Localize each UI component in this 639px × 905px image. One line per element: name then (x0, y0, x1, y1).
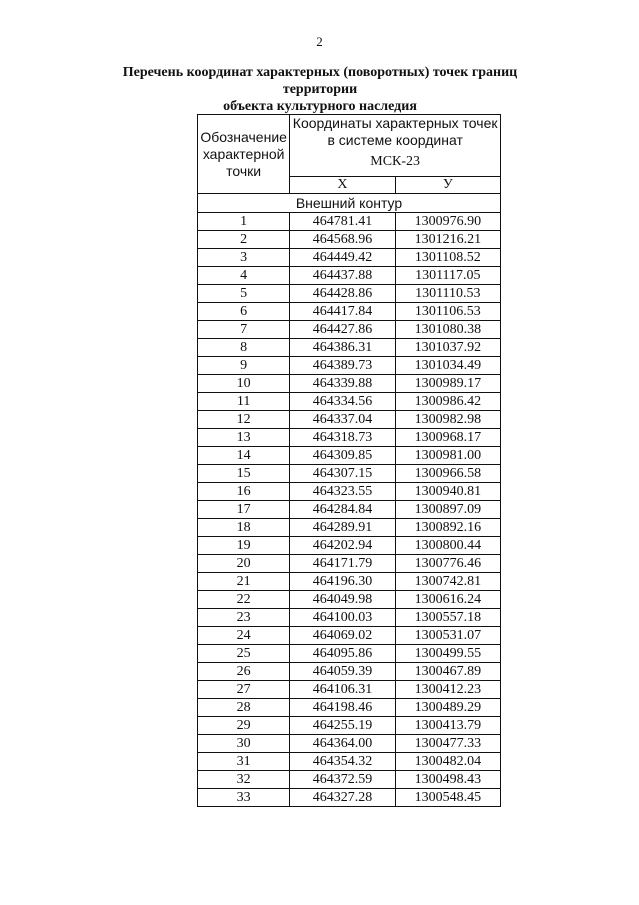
x-coordinate-cell: 464059.39 (290, 663, 395, 681)
y-coordinate-cell: 1300800.44 (395, 537, 500, 555)
x-coordinate-cell: 464337.04 (290, 411, 395, 429)
table-row (198, 411, 501, 429)
table-row (198, 663, 501, 681)
y-coordinate-cell: 1300892.16 (395, 519, 500, 537)
y-coordinate-cell: 1300467.89 (395, 663, 500, 681)
point-number-cell: 6 (198, 303, 290, 321)
x-coordinate-cell: 464289.91 (290, 519, 395, 537)
point-number-cell: 18 (198, 519, 290, 537)
y-coordinate-cell: 1300489.29 (395, 699, 500, 717)
point-number-cell: 25 (198, 645, 290, 663)
table-row (198, 789, 501, 807)
point-number-cell: 1 (198, 213, 290, 231)
x-coordinate-cell: 464417.84 (290, 303, 395, 321)
y-coordinate-cell: 1300897.09 (395, 501, 500, 519)
x-coordinate-cell: 464284.84 (290, 501, 395, 519)
point-number-cell: 10 (198, 375, 290, 393)
x-coordinate-cell: 464339.88 (290, 375, 395, 393)
y-coordinate-cell: 1300498.43 (395, 771, 500, 789)
point-number-cell: 4 (198, 267, 290, 285)
x-coordinate-cell: 464095.86 (290, 645, 395, 663)
table-row (198, 429, 501, 447)
title-line-1: Перечень координат характерных (поворотных) точек границ территории (122, 65, 518, 97)
point-number-cell: 19 (198, 537, 290, 555)
table-row (198, 285, 501, 303)
table-row (198, 231, 501, 249)
point-number-cell: 8 (198, 339, 290, 357)
header-point-designation: Обозначение характерной точки (198, 115, 290, 194)
table-row (198, 591, 501, 609)
y-coordinate-cell: 1300981.00 (395, 447, 500, 465)
table-row (198, 249, 501, 267)
y-coordinate-cell: 1301117.05 (395, 267, 500, 285)
table-row (198, 699, 501, 717)
x-coordinate-cell: 464437.88 (290, 267, 395, 285)
x-coordinate-cell: 464307.15 (290, 465, 395, 483)
table-row (198, 375, 501, 393)
point-number-cell: 26 (198, 663, 290, 681)
y-coordinate-cell: 1300966.58 (395, 465, 500, 483)
table-row (198, 555, 501, 573)
y-coordinate-cell: 1301037.92 (395, 339, 500, 357)
x-coordinate-cell: 464198.46 (290, 699, 395, 717)
point-number-cell: 17 (198, 501, 290, 519)
x-coordinate-cell: 464327.28 (290, 789, 395, 807)
coordinates-table (197, 114, 501, 807)
x-coordinate-cell: 464318.73 (290, 429, 395, 447)
y-coordinate-cell: 1300557.18 (395, 609, 500, 627)
table-row (198, 717, 501, 735)
y-coordinate-cell: 1300989.17 (395, 375, 500, 393)
table-row (198, 357, 501, 375)
x-coordinate-cell: 464781.41 (290, 213, 395, 231)
point-number-cell: 27 (198, 681, 290, 699)
table-row (198, 303, 501, 321)
table-row (198, 483, 501, 501)
x-coordinate-cell: 464428.86 (290, 285, 395, 303)
point-number-cell: 7 (198, 321, 290, 339)
table-row (198, 645, 501, 663)
x-coordinate-cell: 464202.94 (290, 537, 395, 555)
y-coordinate-cell: 1300940.81 (395, 483, 500, 501)
x-coordinate-cell: 464106.31 (290, 681, 395, 699)
point-number-cell: 3 (198, 249, 290, 267)
x-coordinate-cell: 464323.55 (290, 483, 395, 501)
y-coordinate-cell: 1301106.53 (395, 303, 500, 321)
x-coordinate-cell: 464389.73 (290, 357, 395, 375)
y-coordinate-cell: 1300531.07 (395, 627, 500, 645)
x-coordinate-cell: 464069.02 (290, 627, 395, 645)
point-number-cell: 16 (198, 483, 290, 501)
x-coordinate-cell: 464372.59 (290, 771, 395, 789)
point-number-cell: 32 (198, 771, 290, 789)
point-number-cell: 13 (198, 429, 290, 447)
x-coordinate-cell: 464449.42 (290, 249, 395, 267)
table-row (198, 735, 501, 753)
point-number-cell: 5 (198, 285, 290, 303)
y-coordinate-cell: 1301108.52 (395, 249, 500, 267)
y-coordinate-cell: 1301110.53 (395, 285, 500, 303)
point-number-cell: 30 (198, 735, 290, 753)
header-coordinates (290, 115, 501, 177)
x-coordinate-cell: 464364.00 (290, 735, 395, 753)
point-number-cell: 29 (198, 717, 290, 735)
point-number-cell: 23 (198, 609, 290, 627)
table-row (198, 501, 501, 519)
y-coordinate-cell: 1301216.21 (395, 231, 500, 249)
point-number-cell: 14 (198, 447, 290, 465)
document-title (90, 64, 550, 115)
table-row (198, 609, 501, 627)
table-row (198, 681, 501, 699)
point-number-cell: 24 (198, 627, 290, 645)
section-outer-contour: Внешний контур (198, 194, 501, 213)
x-coordinate-cell: 464334.56 (290, 393, 395, 411)
table-row (198, 573, 501, 591)
table-row (198, 267, 501, 285)
y-coordinate-cell: 1300499.55 (395, 645, 500, 663)
header-x: X (290, 177, 395, 194)
point-number-cell: 21 (198, 573, 290, 591)
point-number-cell: 9 (198, 357, 290, 375)
y-coordinate-cell: 1300413.79 (395, 717, 500, 735)
point-number-cell: 31 (198, 753, 290, 771)
point-number-cell: 28 (198, 699, 290, 717)
header-coordinates-label: Координаты характерных точек в системе координат (292, 115, 498, 148)
y-coordinate-cell: 1300616.24 (395, 591, 500, 609)
x-coordinate-cell: 464568.96 (290, 231, 395, 249)
y-coordinate-cell: 1300976.90 (395, 213, 500, 231)
x-coordinate-cell: 464427.86 (290, 321, 395, 339)
table-row (198, 447, 501, 465)
point-number-cell: 15 (198, 465, 290, 483)
table-body (198, 213, 501, 807)
table-row (198, 519, 501, 537)
y-coordinate-cell: 1300986.42 (395, 393, 500, 411)
table-row (198, 537, 501, 555)
page-number: 2 (316, 34, 323, 49)
table-row (198, 771, 501, 789)
table-row (198, 393, 501, 411)
y-coordinate-cell: 1300742.81 (395, 573, 500, 591)
point-number-cell: 20 (198, 555, 290, 573)
point-number-cell: 33 (198, 789, 290, 807)
x-coordinate-cell: 464171.79 (290, 555, 395, 573)
y-coordinate-cell: 1300776.46 (395, 555, 500, 573)
table-row (198, 753, 501, 771)
x-coordinate-cell: 464255.19 (290, 717, 395, 735)
y-coordinate-cell: 1300548.45 (395, 789, 500, 807)
x-coordinate-cell: 464309.85 (290, 447, 395, 465)
table-row (198, 213, 501, 231)
table-row (198, 627, 501, 645)
table-row (198, 465, 501, 483)
title-line-2: объекта культурного наследия (223, 99, 417, 114)
x-coordinate-cell: 464386.31 (290, 339, 395, 357)
point-number-cell: 11 (198, 393, 290, 411)
header-y: У (395, 177, 500, 194)
point-number-cell: 2 (198, 231, 290, 249)
y-coordinate-cell: 1300412.23 (395, 681, 500, 699)
x-coordinate-cell: 464196.30 (290, 573, 395, 591)
point-number-cell: 22 (198, 591, 290, 609)
x-coordinate-cell: 464354.32 (290, 753, 395, 771)
table-row (198, 339, 501, 357)
y-coordinate-cell: 1300477.33 (395, 735, 500, 753)
y-coordinate-cell: 1301080.38 (395, 321, 500, 339)
x-coordinate-cell: 464100.03 (290, 609, 395, 627)
y-coordinate-cell: 1301034.49 (395, 357, 500, 375)
y-coordinate-cell: 1300968.17 (395, 429, 500, 447)
x-coordinate-cell: 464049.98 (290, 591, 395, 609)
y-coordinate-cell: 1300482.04 (395, 753, 500, 771)
header-coordinate-system: МСК-23 (370, 154, 421, 169)
table-row (198, 321, 501, 339)
y-coordinate-cell: 1300982.98 (395, 411, 500, 429)
point-number-cell: 12 (198, 411, 290, 429)
